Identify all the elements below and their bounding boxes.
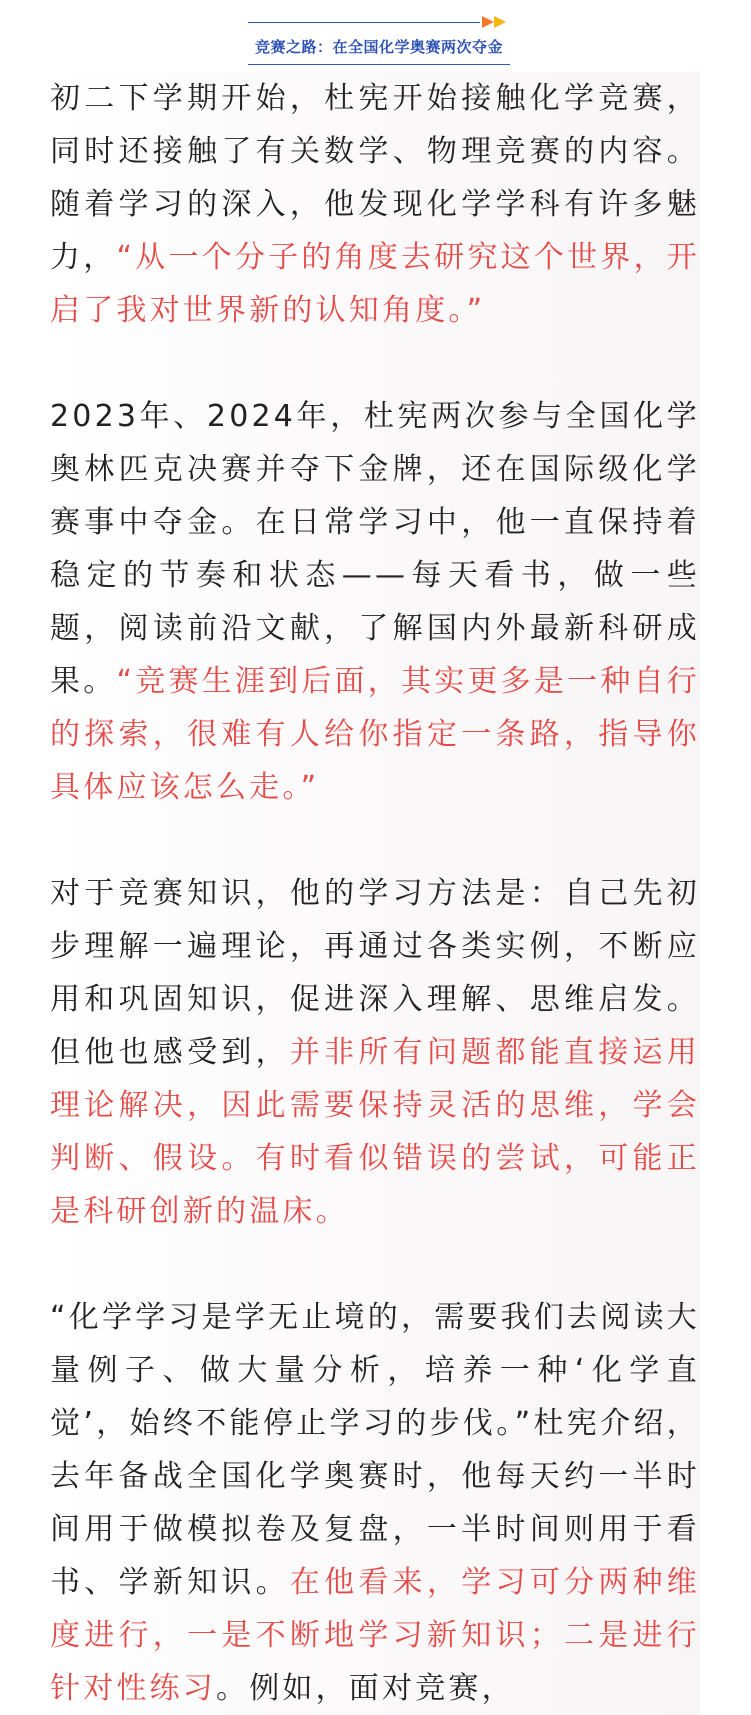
paragraph-3-highlight: 并非所有问题都能直接运用理论解决，因此需要保持灵活的思维，学会判断、假设。有时看似错误的尝试，可能正是科研创新的温床。 — [50, 1035, 701, 1229]
paragraph-1-quote: “从一个分子的角度去研究这个世界，开启了我对世界新的认知角度。” — [50, 240, 700, 328]
article-body — [50, 72, 700, 1715]
paragraph-4-text: “化学学习是学无止境的，需要我们去阅读大量例子、做大量分析，培养一种‘化学直觉’，始终不能停止学习的步伐。”杜宪介绍，去年备战全国化学奥赛时，他每天约一半时间用于做模拟卷及复盘，一半时间则用于看书、学新知识。 — [50, 1300, 700, 1600]
section-title: 竞赛之路：在全国化学奥赛两次夺金 — [254, 38, 503, 56]
paragraph-1 — [50, 72, 700, 337]
paragraph-2-text: 2023年、2024年，杜宪两次参与全国化学奥林匹克决赛并夺下金牌，还在国际级化学赛事中夺金。在日常学习中，他一直保持着稳定的节奏和状态——每天看书，做一些题，阅读前沿文献，了解国内外最新科研成果。 — [50, 399, 700, 699]
header-top-rule — [248, 22, 480, 23]
paragraph-1-text: 初二下学期开始，杜宪开始接触化学竞赛，同时还接触了有关数学、物理竞赛的内容。随着学习的深入，他发现化学学科有许多魅力， — [50, 81, 700, 275]
paragraph-4-text-tail: 。例如，面对竞赛， — [216, 1671, 515, 1706]
paragraph-3 — [50, 867, 700, 1238]
paragraph-4 — [50, 1291, 700, 1715]
paragraph-2 — [50, 390, 700, 814]
header-bottom-rule — [248, 64, 510, 65]
section-header — [248, 10, 510, 68]
paragraph-4-highlight: 在他看来，学习可分两种维度进行，一是不断地学习新知识；二是进行针对性练习 — [50, 1565, 701, 1706]
double-arrow-icon — [480, 14, 510, 30]
paragraph-2-quote: “竞赛生涯到后面，其实更多是一种自行的探索，很难有人给你指定一条路，指导你具体应该怎么走。” — [50, 664, 700, 805]
paragraph-3-text: 对于竞赛知识，他的学习方法是：自己先初步理解一遍理论，再通过各类实例，不断应用和巩固知识，促进深入理解、思维启发。但他也感受到， — [50, 876, 700, 1070]
